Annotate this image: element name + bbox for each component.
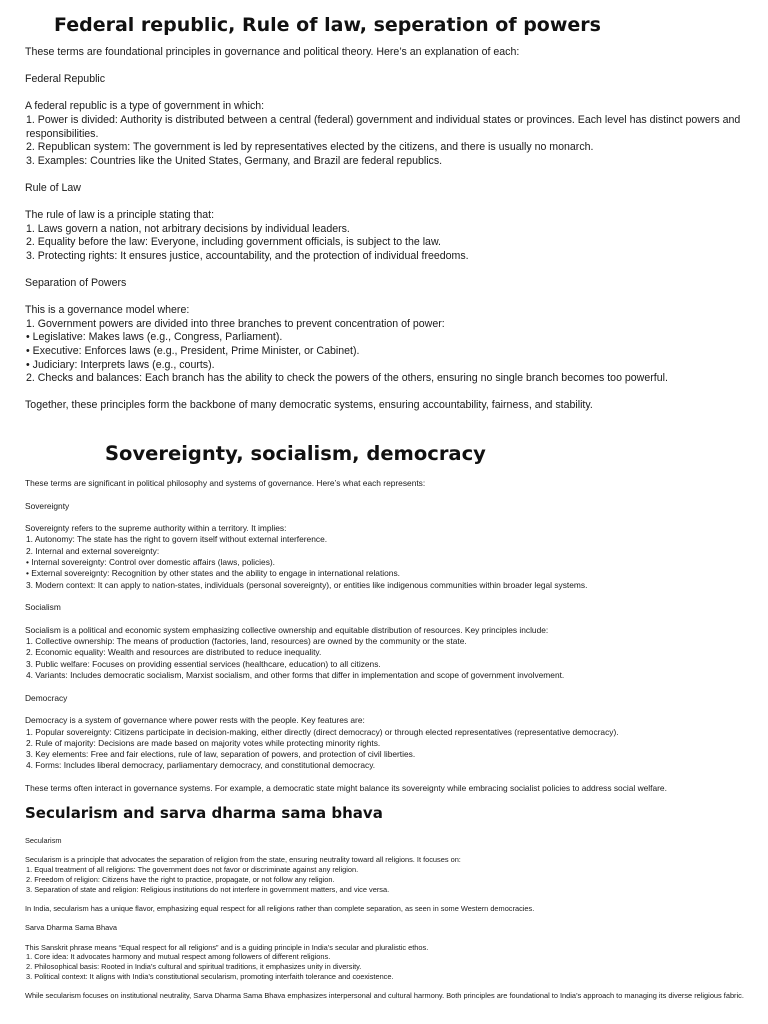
list-item: 3. Public welfare: Focuses on providing essential services (healthcare, education) to all citizens. <box>26 658 381 669</box>
lead-paragraph: Sovereignty refers to the supreme authority within a territory. It implies: <box>25 523 287 534</box>
subheading-federal-republic: Federal Republic <box>25 73 106 86</box>
list-item: 1. Autonomy: The state has the right to govern itself without external interference. <box>26 534 328 545</box>
section-secularism <box>25 802 755 1001</box>
list-item: 2. Internal and external sovereignty: <box>26 545 160 556</box>
list-item: 2. Checks and balances: Each branch has the ability to check the powers of the others, ensuring no single branch becomes too powerful. <box>26 372 668 385</box>
list-item: • Executive: Enforces laws (e.g., President, Prime Minister, or Cabinet). <box>26 345 360 358</box>
lead-paragraph: Secularism is a principle that advocates the separation of religion from the state, ensuring neutrality toward all religions. It focuses on: <box>25 855 461 865</box>
outro-paragraph: Together, these principles form the backbone of many democratic systems, ensuring accountability, fairness, and stability. <box>25 399 593 412</box>
list-item: 2. Philosophical basis: Rooted in India’s cultural and spiritual traditions, it emphasizes unity in diversity. <box>26 962 362 972</box>
list-item: • Judiciary: Interprets laws (e.g., courts). <box>26 358 215 371</box>
outro-paragraph: These terms often interact in governance systems. For example, a democratic state might balance its sovereignty while embracing socialist policies to address social welfare. <box>25 783 667 794</box>
list-item: 2. Freedom of religion: Citizens have the right to practice, propagate, or not follow any religion. <box>26 874 335 884</box>
list-item: 3. Protecting rights: It ensures justice, accountability, and the protection of individual freedoms. <box>26 249 469 262</box>
list-item: • Legislative: Makes laws (e.g., Congress, Parliament). <box>26 331 283 344</box>
section-body <box>25 478 753 794</box>
subheading-separation-of-powers: Separation of Powers <box>25 277 127 290</box>
list-item: 3. Separation of state and religion: Religious institutions do not interfere in government matters, and vice versa. <box>26 884 390 894</box>
list-item: 1. Equal treatment of all religions: The government does not favor or discriminate against any religion. <box>26 865 359 875</box>
list-item: 2. Rule of majority: Decisions are made based on majority votes while protecting minority rights. <box>26 737 381 748</box>
outro-paragraph: While secularism focuses on institutional neutrality, Sarva Dharma Sama Bhava emphasizes interpersonal and cultural harmony. Both principles are foundational to India’s approach to managing its diverse religious fabric. <box>25 991 744 1001</box>
list-item: 1. Popular sovereignty: Citizens participate in decision-making, either directly (direct democracy) or through elected representatives (representative democracy). <box>26 726 619 737</box>
subheading-socialism: Socialism <box>25 602 61 613</box>
section-sovereignty <box>25 440 753 794</box>
list-item: 1. Laws govern a nation, not arbitrary decisions by individual leaders. <box>26 222 350 235</box>
intro-paragraph: These terms are foundational principles in governance and political theory. Here’s an explanation of each: <box>25 46 520 58</box>
intro-paragraph: These terms are significant in political philosophy and systems of governance. Here’s what each represents: <box>25 478 426 488</box>
section-title: Secularism and sarva dharma sama bhava <box>25 804 383 822</box>
list-item: 2. Republican system: The government is led by representatives elected by the citizens, and there is usually no monarch. <box>26 141 594 154</box>
subheading-rule-of-law: Rule of Law <box>25 181 81 194</box>
list-item: 1. Government powers are divided into three branches to prevent concentration of power: <box>26 317 445 330</box>
list-item: 3. Political context: It aligns with India’s constitutional secularism, promoting interfaith tolerance and coexistence. <box>26 971 394 981</box>
list-item: 2. Economic equality: Wealth and resources are distributed to reduce inequality. <box>26 647 322 658</box>
lead-paragraph: Democracy is a system of governance where power rests with the people. Key features are: <box>25 715 365 726</box>
lead-paragraph: This Sanskrit phrase means “Equal respect for all religions” and is a guiding principle in India’s secular and pluralistic ethos. <box>25 942 429 952</box>
section-body <box>25 836 755 1001</box>
section-title: Sovereignty, socialism, democracy <box>105 442 486 465</box>
list-item: • External sovereignty: Recognition by other states and the ability to engage in international relations. <box>26 568 400 579</box>
lead-paragraph: Socialism is a political and economic system emphasizing collective ownership and equitable distribution of resources. Key principles include: <box>25 624 549 635</box>
list-item: 4. Variants: Includes democratic socialism, Marxist socialism, and other forms that differ in implementation and scope of government involvement. <box>26 670 565 681</box>
list-item: 3. Examples: Countries like the United States, Germany, and Brazil are federal republics. <box>26 154 443 167</box>
india-paragraph: In India, secularism has a unique flavor, emphasizing equal respect for all religions rather than complete separation, as seen in some Western democracies. <box>25 903 535 913</box>
lead-paragraph: The rule of law is a principle stating that: <box>25 209 215 222</box>
lead-paragraph: This is a governance model where: <box>25 304 190 317</box>
list-item: 2. Equality before the law: Everyone, including government officials, is subject to the law. <box>26 236 441 249</box>
subheading-democracy: Democracy <box>25 692 68 703</box>
lead-paragraph: A federal republic is a type of government in which: <box>25 100 265 113</box>
section-body <box>25 46 753 413</box>
subheading-sarva-dharma-sama-bhava: Sarva Dharma Sama Bhava <box>25 923 118 933</box>
section-federal-republic <box>25 12 753 413</box>
list-item: 3. Modern context: It can apply to nation-states, individuals (personal sovereignty), or entities like indigenous communities within broader legal systems. <box>26 579 588 590</box>
list-item: • Internal sovereignty: Control over domestic affairs (laws, policies). <box>26 557 276 568</box>
subheading-secularism: Secularism <box>25 836 62 845</box>
subheading-sovereignty: Sovereignty <box>25 500 70 511</box>
list-item: 3. Key elements: Free and fair elections, rule of law, separation of powers, and protection of civil liberties. <box>26 749 416 760</box>
list-item: 1. Core idea: It advocates harmony and mutual respect among followers of different religions. <box>26 952 331 962</box>
list-item: 4. Forms: Includes liberal democracy, parliamentary democracy, and constitutional democracy. <box>26 760 376 771</box>
list-item: 1. Collective ownership: The means of production (factories, land, resources) are owned by the community or the state. <box>26 636 467 647</box>
list-item: 1. Power is divided: Authority is distributed between a central (federal) government and individual states or provinces. Each level has distinct powers and responsibilities. <box>26 113 741 140</box>
section-title: Federal republic, Rule of law, seperation of powers <box>54 14 601 36</box>
